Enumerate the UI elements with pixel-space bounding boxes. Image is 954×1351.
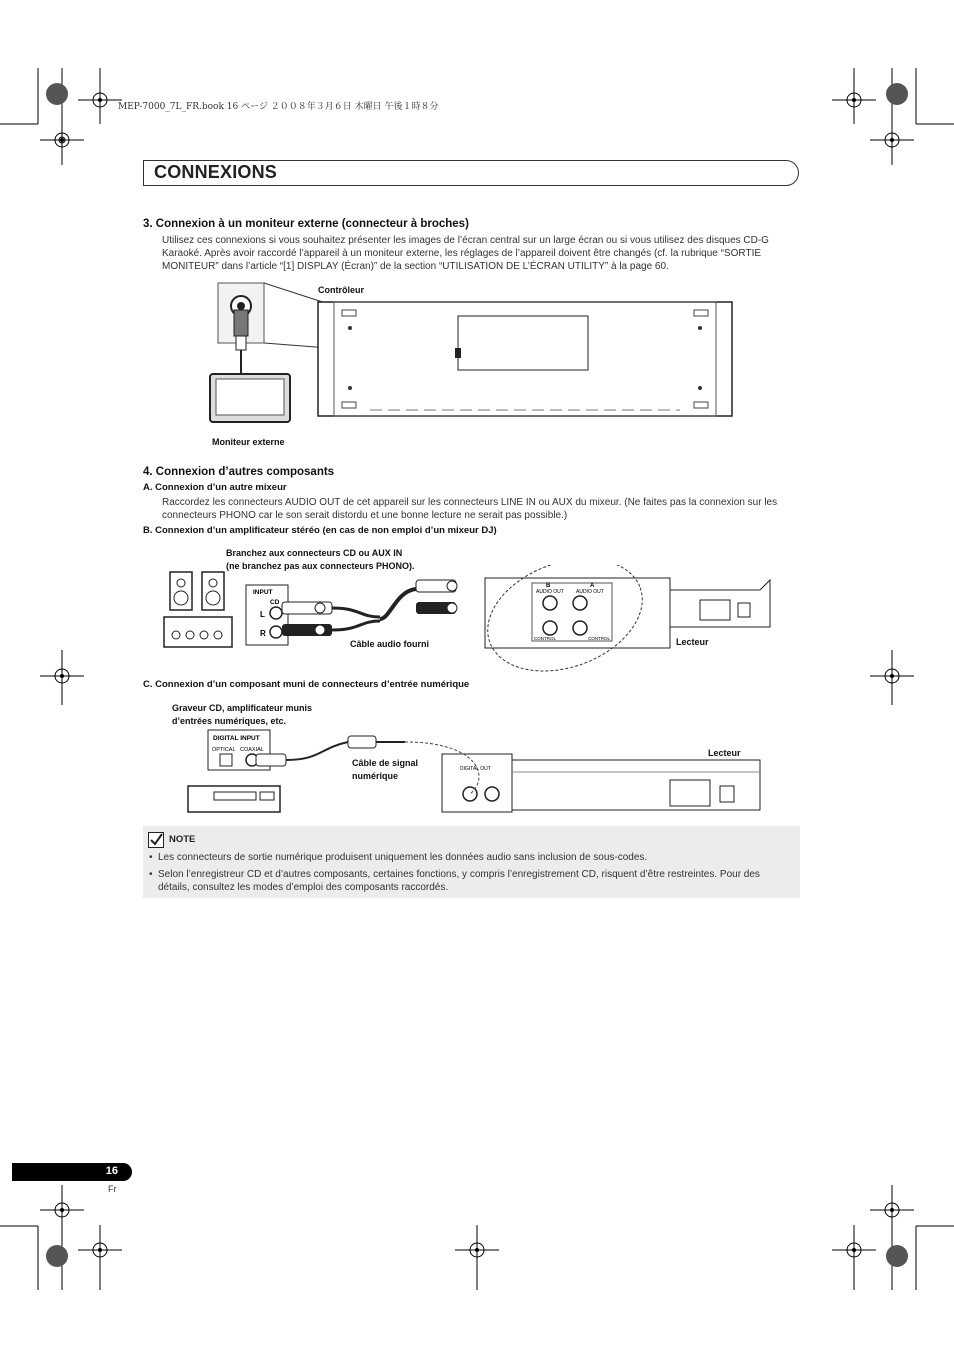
c-coaxial-text: COAXIAL — [240, 747, 264, 753]
page-title: CONNEXIONS — [154, 162, 278, 182]
b-r-text: R — [260, 629, 266, 638]
title-bar — [143, 160, 799, 186]
b-player-label: Lecteur — [676, 637, 709, 647]
b-input-text: INPUT — [253, 589, 273, 596]
section3-heading: 3. Connexion à un moniteur externe (connecteur à broches) — [143, 218, 469, 230]
file-info: MEP-7000_7L_FR.book 16 ページ ２００８年３月６日 木曜日 午後１時８分 — [118, 102, 439, 112]
section3-text: Utilisez ces connexions si vous souhaitez présenter les images de l’écran central sur un large écran ou si vous utilisez des disques CD-G Karaoké. Après avoir raccordé l’appareil à un moniteur externe, les réglages de l’appareil doivent être changés (cf. la rubrique “SORTIE MONITEUR” dans l’article “[1] DISPLAY (Écran)” de la section “UTILISATION DE L’ÉCRAN UTILITY” à la page 60. — [162, 235, 769, 272]
b-l-text: L — [260, 610, 265, 619]
note-item-1: Les connecteurs de sortie numérique produisent uniquement les données audio sans inclusion de sous-codes. — [158, 852, 648, 863]
note-bullet-1: • — [149, 852, 153, 863]
c-digital-out-text: DIGITAL OUT — [460, 766, 491, 772]
c-device-label-2: d’entrées numériques, etc. — [172, 716, 287, 726]
b-connect-label-1: Branchez aux connecteurs CD ou AUX IN — [226, 548, 403, 558]
b-connect-label-2: (ne branchez pas aux connecteurs PHONO). — [226, 561, 415, 571]
page-number-tab — [12, 1163, 132, 1181]
section4b-title: B. Connexion d’un amplificateur stéréo (en cas de non emploi d’un mixeur DJ) — [143, 525, 497, 536]
b-cable-label: Câble audio fourni — [350, 639, 430, 649]
section4-heading: 4. Connexion d’autres composants — [143, 466, 335, 478]
amplifier-connection-diagram — [160, 565, 790, 680]
c-optical-text: OPTICAL — [212, 747, 236, 753]
language-code: Fr — [108, 1184, 117, 1194]
b-audio-out-text-1: AUDIO OUT — [536, 589, 564, 595]
page-number: 16 — [105, 1165, 118, 1177]
b-audio-out-text-2: AUDIO OUT — [576, 589, 604, 595]
b-cd-text: CD — [270, 599, 280, 606]
monitor-label: Moniteur externe — [212, 437, 285, 447]
section4a-text: Raccordez les connecteurs AUDIO OUT de cet appareil sur les connecteurs LINE IN ou AUX du mixeur. (Ne faites pas la connexion sur les connecteurs PHONO car le son serait distordu et une bonne lecture ne serait pas possible.) — [162, 497, 778, 521]
c-player-label: Lecteur — [708, 748, 741, 758]
b-control-text-2: CONTROL — [588, 636, 611, 641]
b-control-text-1: CONTROL — [534, 636, 557, 641]
monitor-connection-diagram — [200, 280, 740, 430]
note-bullet-2: • — [149, 869, 153, 880]
c-digital-input-text: DIGITAL INPUT — [213, 735, 260, 742]
digital-connection-diagram — [180, 728, 770, 818]
controller-label: Contrôleur — [318, 285, 364, 295]
note-box — [143, 826, 800, 898]
c-device-label-1: Graveur CD, amplificateur munis — [172, 703, 313, 713]
note-item-2: Selon l’enregistreur CD et d’autres composants, certaines fonctions, y compris l’enregistrement CD, risquent d’être restreintes. Pour des détails, consultez les modes d’emploi des composants raccordés. — [158, 869, 760, 893]
b-a-text: A — [590, 583, 595, 589]
c-cable-label-2: numérique — [352, 771, 399, 781]
b-b-text: B — [546, 583, 551, 589]
section4a-title: A. Connexion d’un autre mixeur — [143, 482, 287, 493]
checkmark-icon — [148, 832, 164, 848]
note-title: NOTE — [169, 834, 196, 845]
section4c-title: C. Connexion d’un composant muni de connecteurs d’entrée numérique — [143, 679, 470, 690]
c-cable-label-1: Câble de signal — [352, 758, 419, 768]
